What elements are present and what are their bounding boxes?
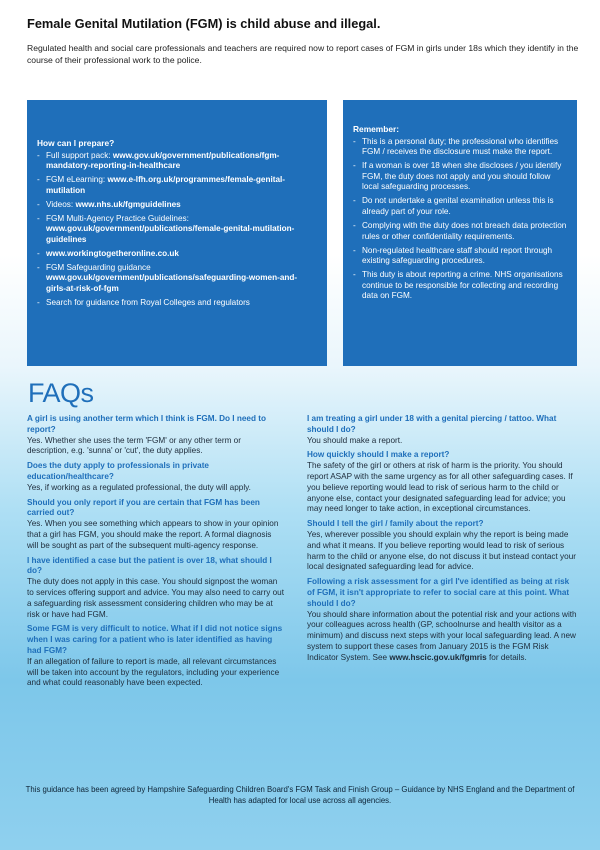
faq-question: Following a risk assessment for a girl I've identified as being at risk of FGM, it isn't appropriate to refer to social care at this point. What should I do? <box>307 577 570 608</box>
faq-question: Some FGM is very difficult to notice. What if I did not notice signs when I was caring for a patient who is later identified as having had FGM? <box>27 624 283 655</box>
prepare-item: - Full support pack: www.gov.uk/government/publications/fgm-mandatory-reporting-in-healthcare <box>37 151 317 172</box>
faqs-heading: FAQs <box>28 378 94 408</box>
faq-item <box>27 556 284 621</box>
resource-link[interactable]: www.e-lfh.org.uk/programmes/female-genital-mutilation <box>46 175 286 195</box>
prepare-item: - Videos: www.nhs.uk/fgmguidelines <box>37 200 317 211</box>
faq-answer: The safety of the girl or others at risk of harm is the priority. You should report ASAP with the same urgency as for all other safeguarding cases. If you believe reporting would lead to risk of serious harm to the child or anyone else, contact your designated safeguarding lead for advice; you may need longer to take action, in exceptional circumstances. <box>307 461 573 514</box>
faq-item <box>27 624 284 689</box>
fgmris-link[interactable]: www.hscic.gov.uk/fgmris <box>389 652 487 662</box>
intro-paragraph: Regulated health and social care professionals and teachers are required now to report cases of FGM in girls under 18s which they identify in the course of their professional work to the police. <box>27 43 579 65</box>
faq-answer: The duty does not apply in this case. You should signpost the woman to services offering support and advice. You may also need to carry out a safeguarding risk assessment considering children who may be at risk or have had FGM. <box>27 577 284 619</box>
faqs-left-column <box>27 414 284 689</box>
faq-answer: Yes, wherever possible you should explain why the report is being made and what it means. If you believe reporting would lead to risk of serious harm to the child or anyone else, do not discuss it but instead contact your local designated safeguarding lead for advice. <box>307 529 576 572</box>
remember-item: - This duty is about reporting a crime. NHS organisations continue to be responsible for collecting and recording data on FGM. <box>353 270 567 302</box>
prepare-item: - FGM Safeguarding guidance www.gov.uk/government/publications/safeguarding-women-and-girls-at-risk-of-fgm <box>37 263 317 295</box>
faq-answer: Yes. When you see something which appears to show in your opinion that a girl has FGM, you should make the report. A formal diagnosis will be sought as part of the subsequent multi-agency response. <box>27 519 279 550</box>
resource-link[interactable]: www.workingtogetheronline.co.uk <box>46 248 179 258</box>
prepare-item <box>37 249 317 260</box>
remember-panel <box>343 100 577 366</box>
resource-link[interactable]: www.gov.uk/government/publications/safeguarding-women-and-girls-at-risk-of-fgm <box>46 273 298 294</box>
prepare-panel <box>27 100 327 366</box>
page-title: Female Genital Mutilation (FGM) is child abuse and illegal. <box>27 16 381 31</box>
remember-item: - Complying with the duty does not breach data protection rules or other confidentiality requirements. <box>353 221 567 242</box>
faq-question: Should you only report if you are certain that FGM has been carried out? <box>27 497 260 518</box>
faq-item <box>27 498 284 552</box>
faq-answer: You should share information about the potential risk and your actions with your colleagues across health (GP, schoolnurse and health visitor as a minimum) and discuss next steps with your local safeguarding lead. A new system to support these cases from January 2015 is the FGM Risk Indicator System. See www.hscic.gov.uk/fgmris for details. <box>307 609 577 662</box>
prepare-item: - FGM Multi-Agency Practice Guidelines: www.gov.uk/government/publications/female-genital-mutilation-guidelines <box>37 214 317 246</box>
remember-item: - Do not undertake a genital examination unless this is already part of your role. <box>353 196 567 217</box>
resource-link[interactable]: www.gov.uk/government/publications/female-genital-mutilation-guidelines <box>46 224 295 244</box>
faq-question: Should I tell the girl / family about the report? <box>307 519 484 529</box>
faq-question: Does the duty apply to professionals in private education/healthcare? <box>27 461 209 481</box>
faq-question: How quickly should I make a report? <box>307 450 450 460</box>
faq-answer: Yes. Whether she uses the term 'FGM' or any other term or description, e.g. 'sunna' or 'cut', the duty applies. <box>27 435 241 456</box>
faq-item <box>307 519 579 573</box>
faq-question: I have identified a case but the patient is over 18, what should I do? <box>27 555 272 576</box>
remember-item: - If a woman is over 18 when she discloses / you identify FGM, the duty does not apply and you should follow local safeguarding processes. <box>353 161 567 193</box>
faq-answer: Yes, if working as a regulated professional, the duty will apply. <box>27 482 251 492</box>
faq-answer: If an allegation of failure to report is made, all relevant circumstances will be taken into account by the regulators, including your experience and what could reasonably have been expected. <box>27 656 280 688</box>
faq-item <box>307 450 579 515</box>
remember-heading: Remember: <box>353 124 400 134</box>
faq-item <box>307 414 579 446</box>
footer-note: This guidance has been agreed by Hampshire Safeguarding Children Board's FGM Task and Finish Group – Guidance by NHS England and the Department of Health has adapted for local use across all agencies. <box>25 785 575 805</box>
faq-answer: You should make a report. <box>307 435 403 445</box>
prepare-list <box>37 151 317 309</box>
prepare-item: - Search for guidance from Royal Colleges and regulators <box>37 298 317 309</box>
faq-question: I am treating a girl under 18 with a genital piercing / tattoo. What should I do? <box>307 414 557 434</box>
resource-link[interactable]: www.gov.uk/government/publications/fgm-mandatory-reporting-in-healthcare <box>46 150 280 171</box>
prepare-item: - FGM eLearning: www.e-lfh.org.uk/programmes/female-genital-mutilation <box>37 175 317 196</box>
resource-link[interactable]: www.nhs.uk/fgmguidelines <box>75 199 181 209</box>
faq-item <box>307 577 579 663</box>
faq-item <box>27 414 284 457</box>
remember-item: - This is a personal duty; the professional who identifies FGM / receives the disclosure must make the report. <box>353 137 567 158</box>
faq-question: A girl is using another term which I think is FGM. Do I need to report? <box>27 414 266 434</box>
faq-item <box>27 461 284 493</box>
faqs-right-column <box>307 414 579 664</box>
remember-item: - Non-regulated healthcare staff should report through existing safeguarding procedures. <box>353 246 567 267</box>
prepare-heading: How can I prepare? <box>37 138 115 148</box>
remember-list <box>353 137 567 302</box>
